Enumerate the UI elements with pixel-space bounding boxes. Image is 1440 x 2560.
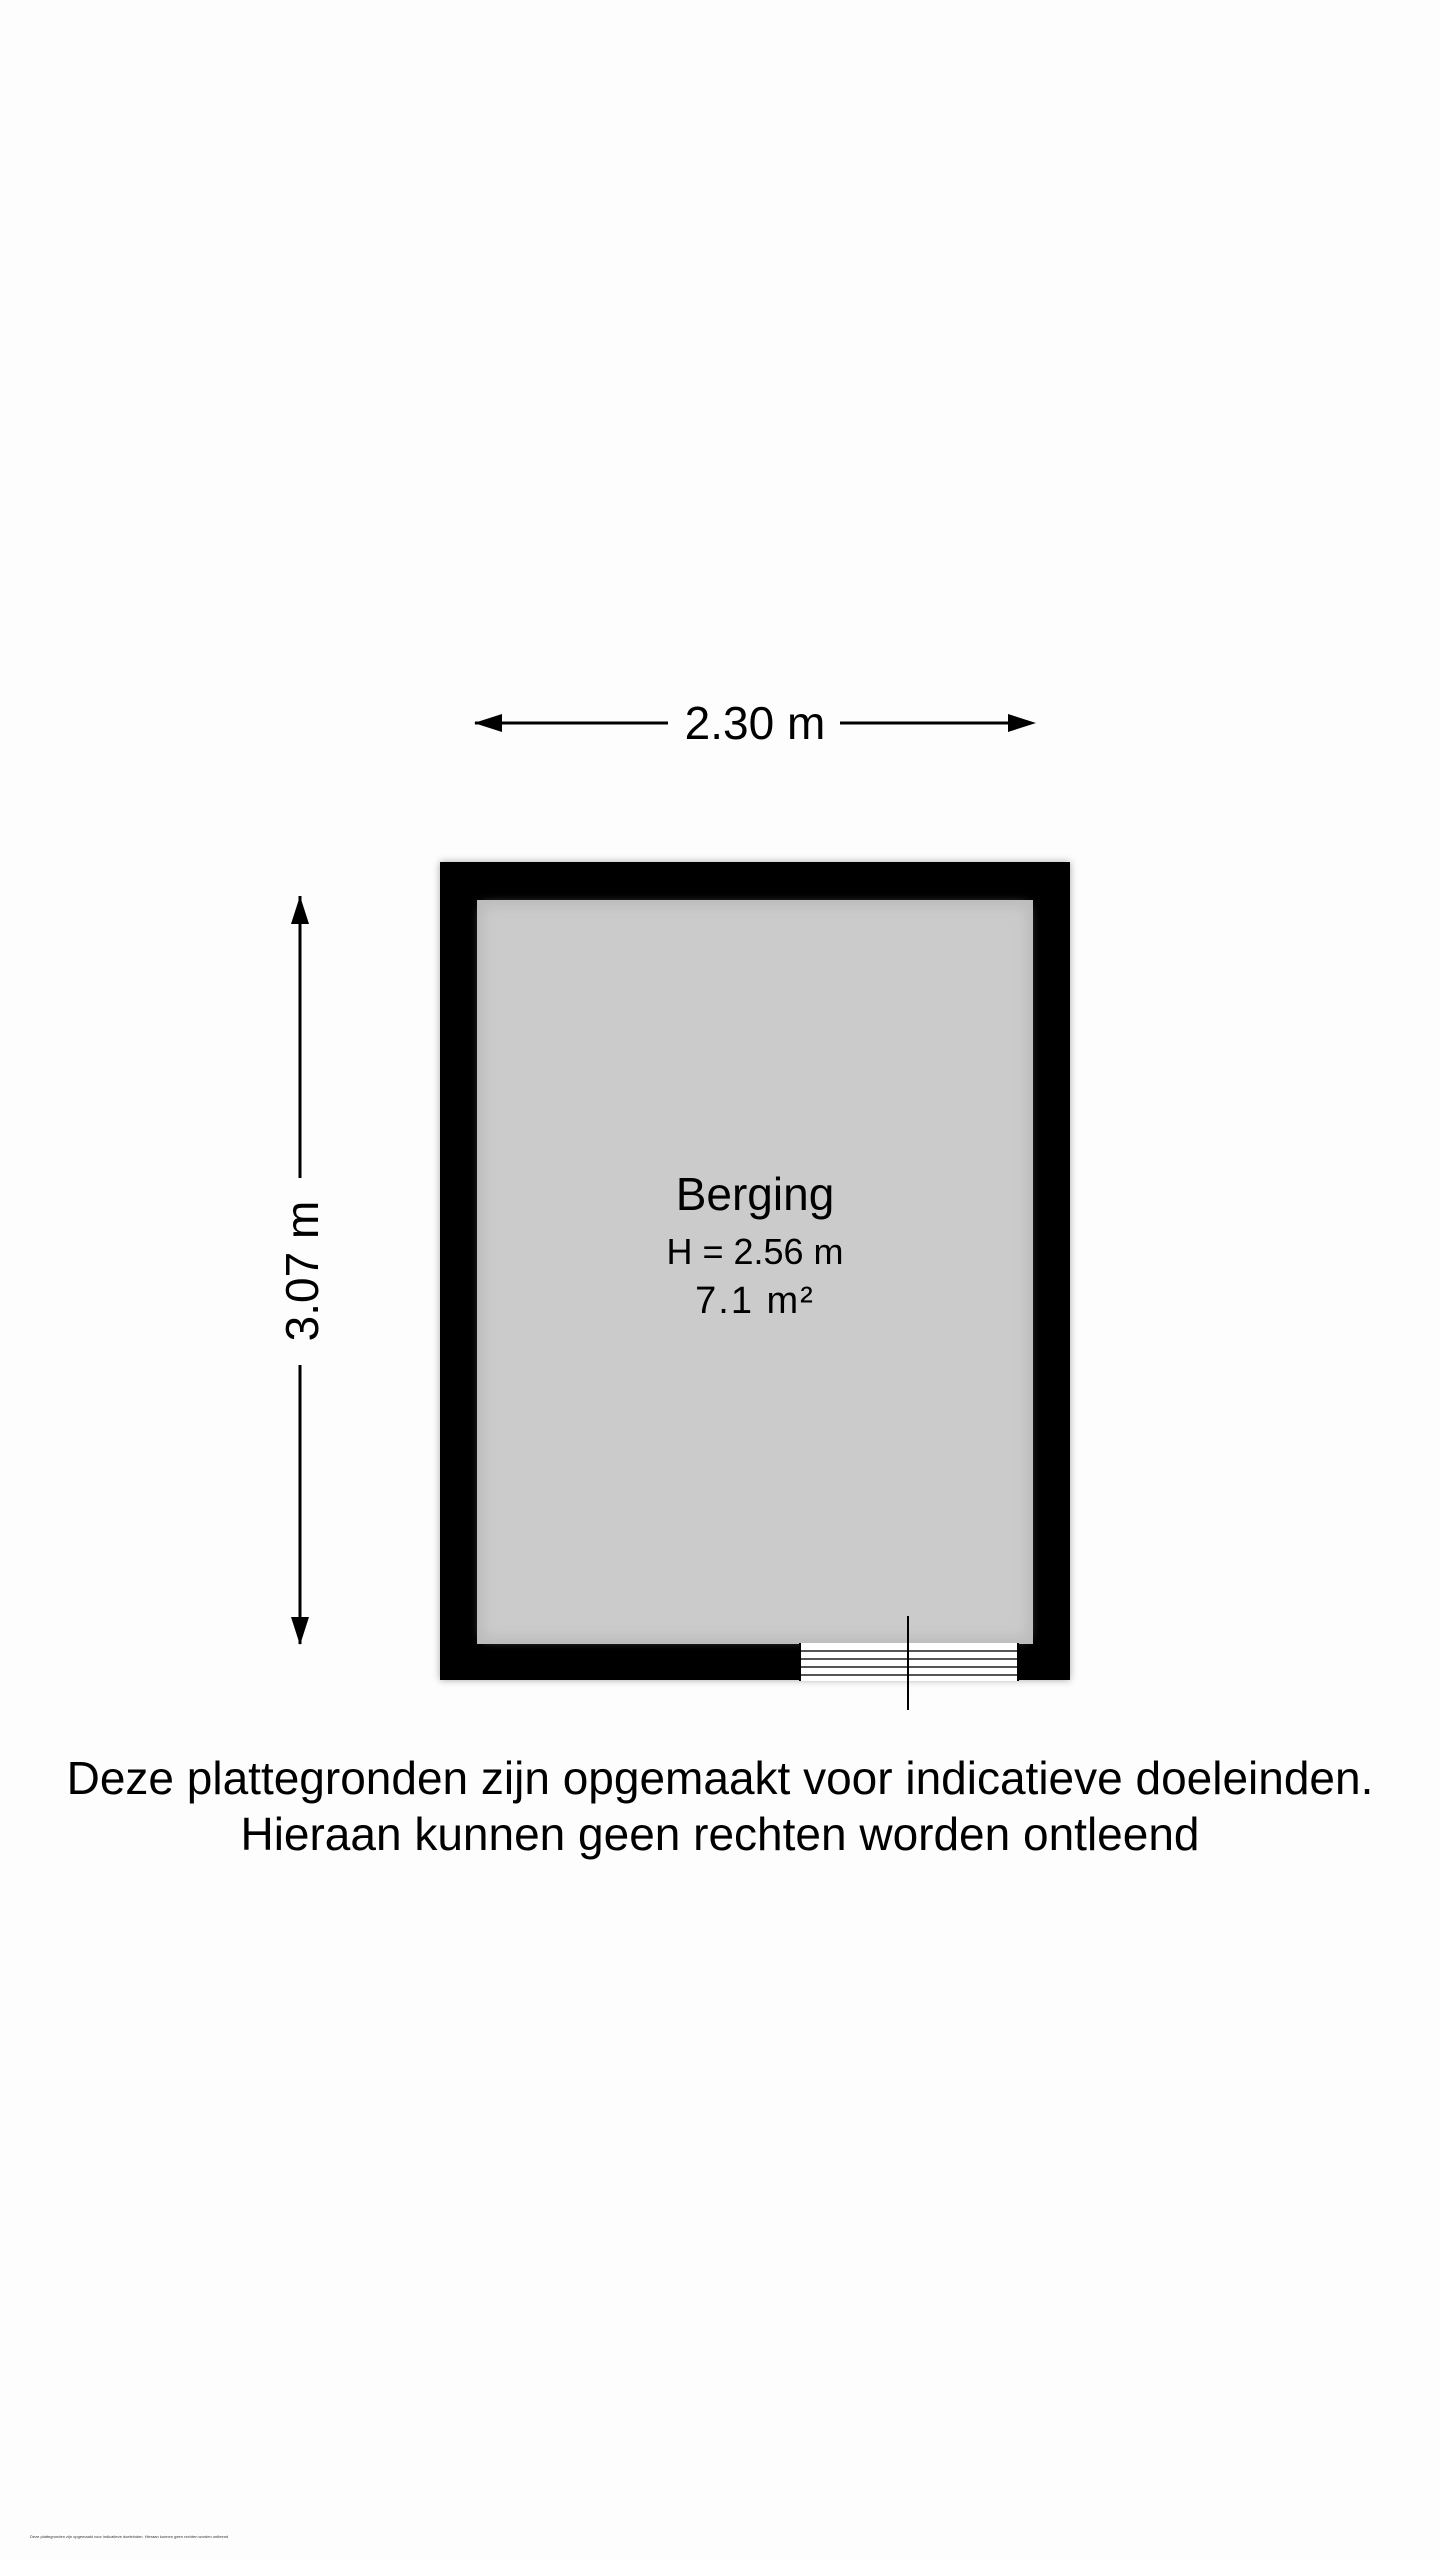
depth-dimension bbox=[276, 896, 328, 1645]
disclaimer-line-2: Hieraan kunnen geen rechten worden ontleend bbox=[240, 1808, 1200, 1860]
room-height: H = 2.56 m bbox=[666, 1231, 844, 1272]
width-label: 2.30 m bbox=[684, 697, 826, 749]
arrow-left-icon bbox=[474, 714, 502, 732]
arrow-down-icon bbox=[291, 1617, 309, 1645]
depth-label: 3.07 m bbox=[276, 1200, 328, 1342]
footnote: Deze plattegronden zijn opgemaakt voor indicatieve doeleinden. Hieraan kunnen geen rechten worden ontleend bbox=[30, 2534, 229, 2539]
room-berging bbox=[440, 862, 1070, 1710]
disclaimer-line-1: Deze plattegronden zijn opgemaakt voor indicatieve doeleinden. bbox=[66, 1752, 1374, 1804]
floor-area bbox=[484, 907, 1026, 1637]
arrow-up-icon bbox=[291, 896, 309, 924]
arrow-right-icon bbox=[1008, 714, 1036, 732]
width-dimension bbox=[474, 697, 1036, 749]
room-area: 7.1 m² bbox=[695, 1280, 815, 1322]
room-name: Berging bbox=[675, 1168, 835, 1220]
disclaimer bbox=[0, 1750, 1440, 1862]
